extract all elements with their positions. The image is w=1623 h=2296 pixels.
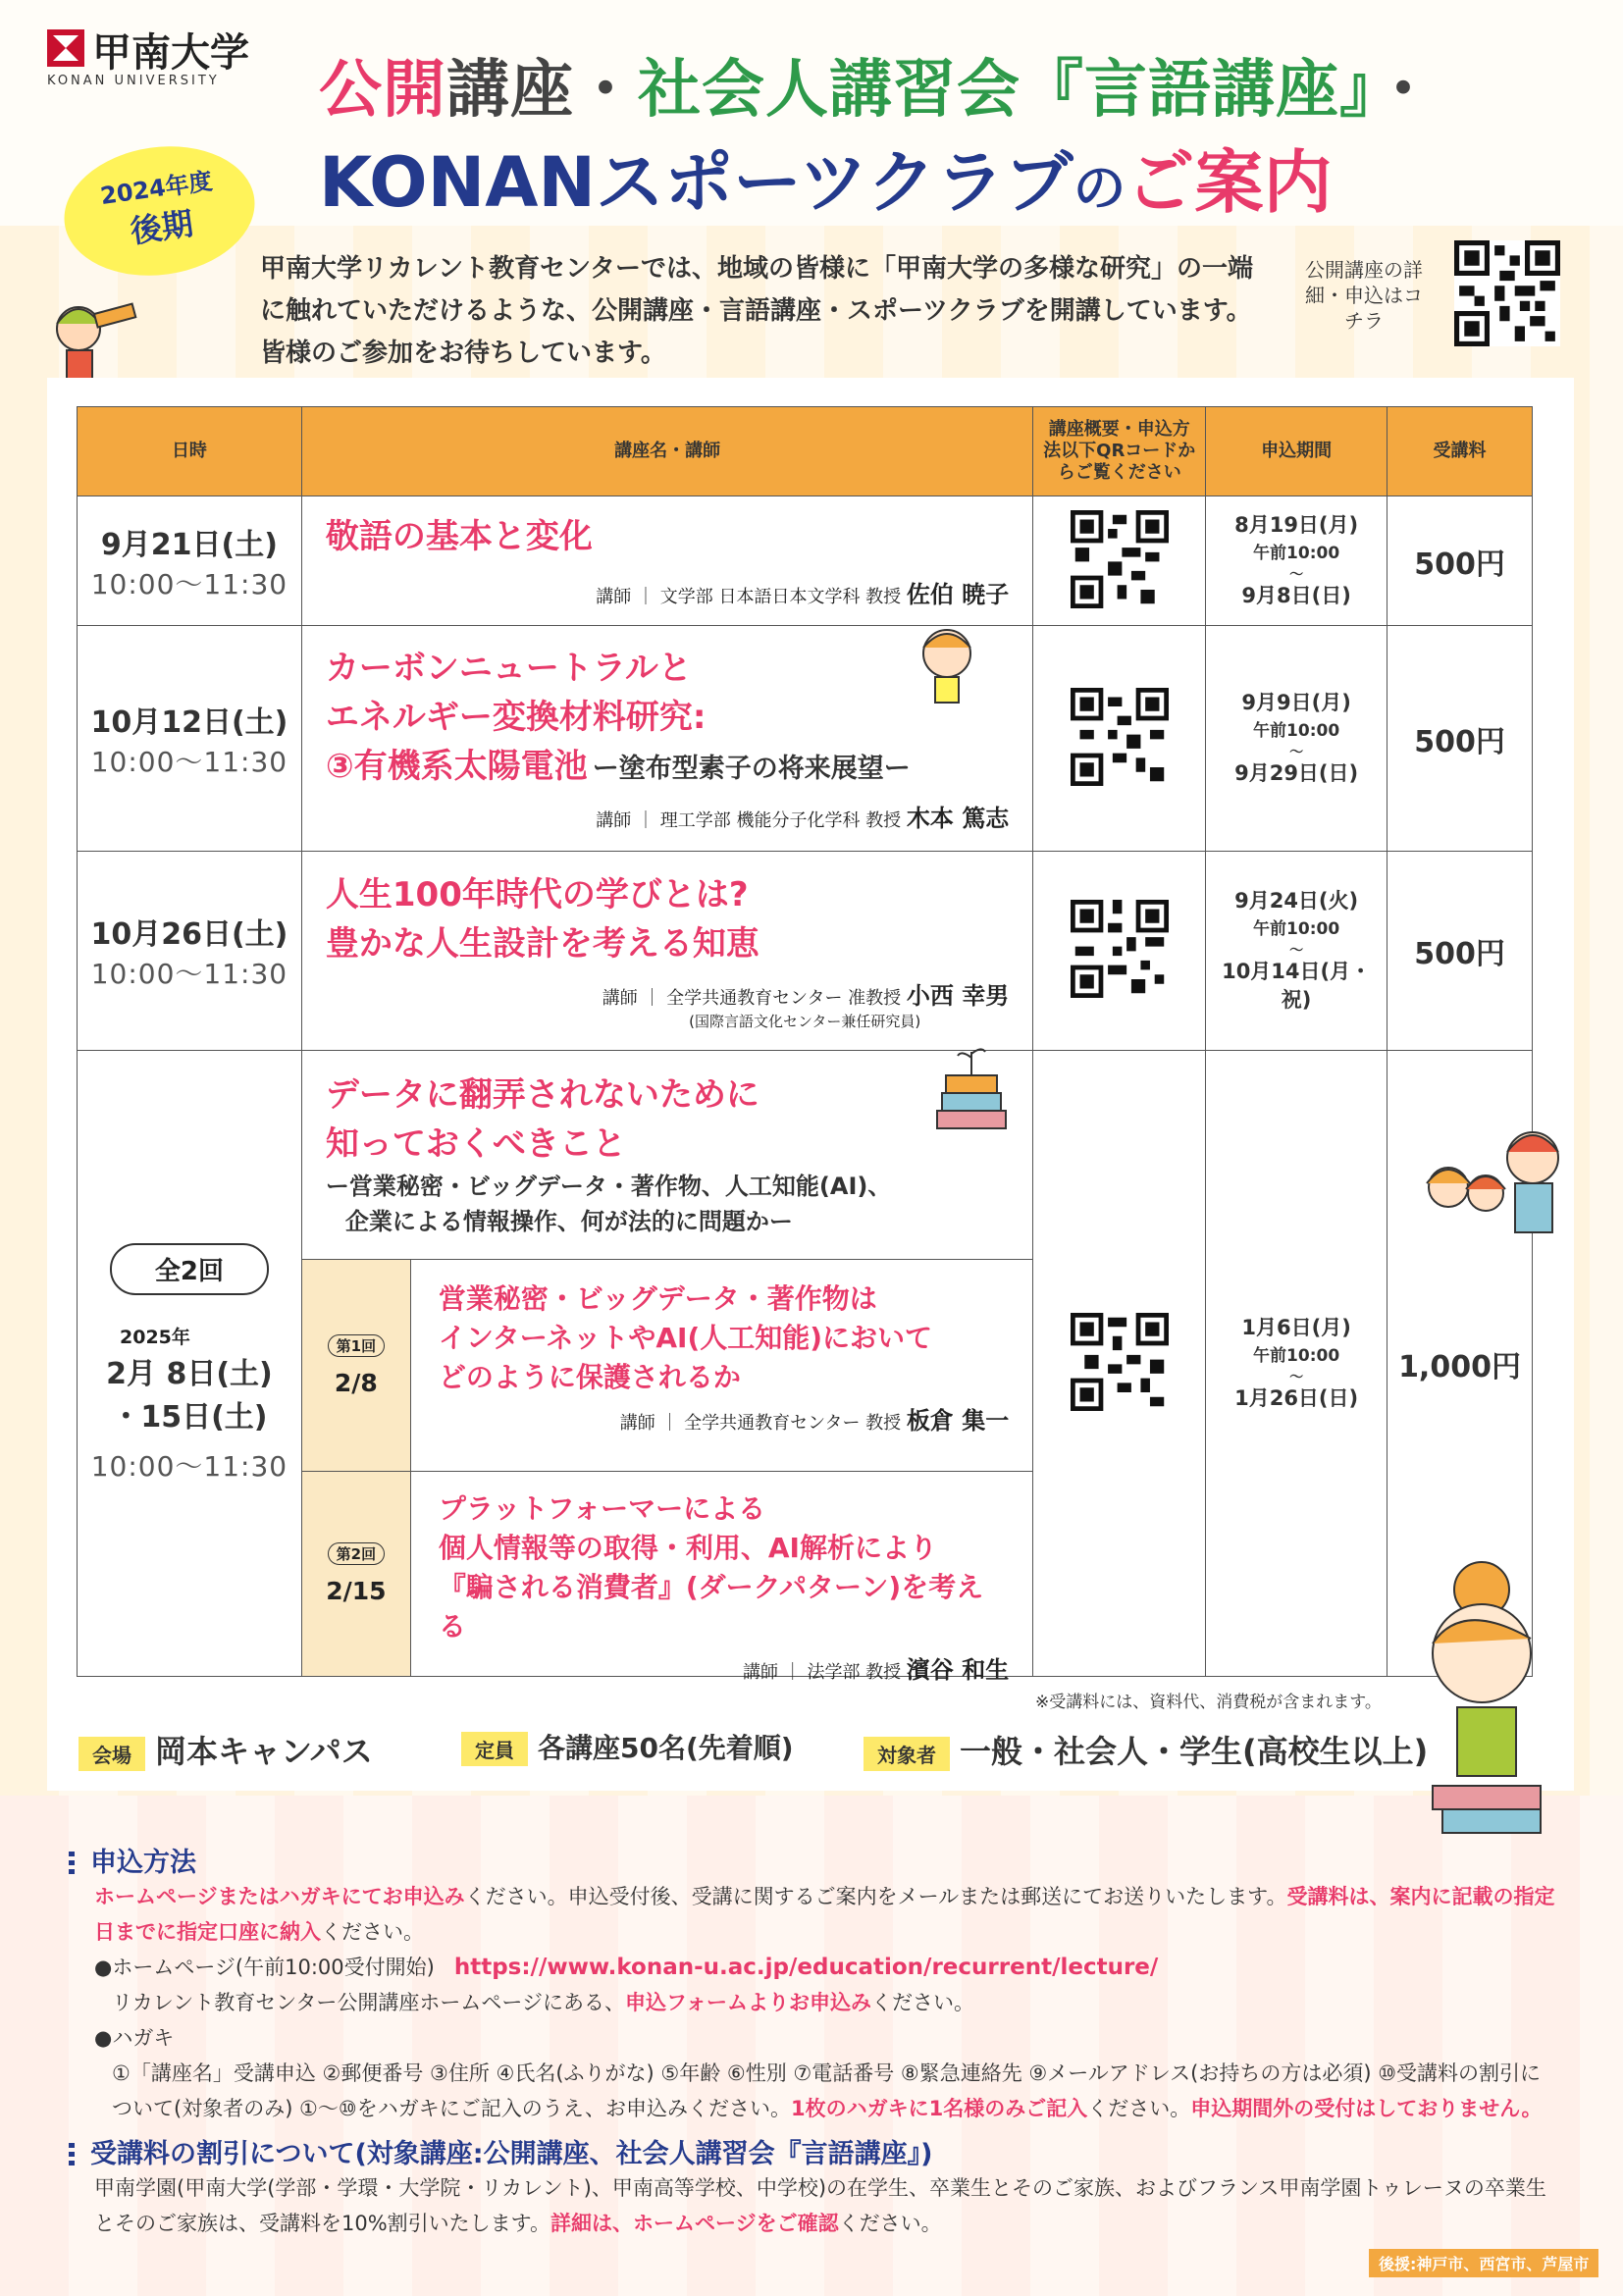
header-date: 日時 (78, 407, 302, 496)
lecturer-dept: 法学部 教授 (807, 1662, 902, 1683)
period-sep: 〜 (1289, 943, 1304, 959)
capacity (461, 1727, 794, 1766)
period-sep: 〜 (1289, 1370, 1304, 1385)
series-time: 10:00〜11:30 (90, 1449, 288, 1483)
row-fee: 500円 (1387, 496, 1533, 626)
girl-telescope-illustration-icon (29, 270, 147, 388)
lecturer-role: 講師 (596, 587, 632, 607)
hp-label: ●ホームページ(午前10:00受付開始) (94, 1956, 435, 1979)
course-title: 豊かな人生設計を考える知恵 (325, 924, 759, 964)
target-label: 対象者 (864, 1737, 950, 1771)
course-title: 知っておくべきこと (325, 1124, 626, 1164)
qr-code-icon[interactable] (1071, 510, 1169, 608)
row-qr (1033, 626, 1206, 852)
session-title: 『騙される消費者』(ダークパターン)を考える (438, 1571, 984, 1643)
course-title: 敬語の基本と変化 (325, 517, 593, 556)
lecturer: 講師 ｜ 全学共通教育センター 教授 板倉 集一 (619, 1407, 1010, 1435)
row-course (301, 496, 1032, 626)
title-segment: KONANスポーツクラブ (319, 142, 1073, 223)
period-start: 9月9日(月) (1241, 691, 1351, 714)
intro-text: 甲南大学リカレント教育センターでは、地域の皆様に「甲南大学の多様な研究」の一端に触れていただけるような、公開講座・言語講座・スポーツクラブを開講しています。皆様のご参加をお待ちしています。 (260, 254, 1254, 368)
period-start: 8月19日(月) (1234, 513, 1359, 537)
period-time: 午前10:00 (1253, 721, 1340, 741)
title-segment: 社会人講習会『言語講座』 (638, 54, 1372, 127)
logo-text: 甲南大学 (92, 30, 249, 76)
apply-text: ください。申込受付後、受講に関するご案内をメールまたは郵送にてお送りいたします。 (464, 1885, 1287, 1908)
qr-code-icon[interactable] (1071, 1313, 1169, 1411)
session-cell (301, 1472, 1032, 1684)
row-period (1206, 626, 1387, 852)
discount-text (69, 2170, 1560, 2241)
lecturer-name: 板倉 集一 (906, 1407, 1010, 1435)
row-period (1206, 496, 1387, 626)
apply-heading-text: 申込方法 (90, 1848, 196, 1878)
lecturer-role: 講師 (602, 988, 638, 1009)
course-title: 人生100年時代の学びとは? (325, 875, 749, 914)
hp-desc-emphasis: 申込フォームよりお申込み (625, 1991, 871, 2014)
page-title-line2 (319, 128, 1332, 227)
lecturer-dept: 全学共通教育センター 教授 (684, 1413, 902, 1434)
course-subtitle: 企業による情報操作、何が法的に問題かー (344, 1208, 793, 1235)
capacity-value: 各講座50名(先着順) (538, 1732, 794, 1764)
lecturer-dept: 全学共通教育センター 准教授 (666, 988, 902, 1009)
title-segment: ご案内 (1126, 142, 1333, 223)
postcard-emphasis: 1枚のハガキに1名様のみご記入 (790, 2097, 1088, 2120)
konan-logo-icon (47, 29, 84, 67)
apply-emphasis: ホームページまたはハガキにてお申込み (94, 1885, 465, 1908)
table-row (78, 852, 1533, 1051)
title-segment: の (1073, 157, 1126, 219)
apply-emphasis: 受講料は、案内に記載の指定日までに指定口座に納入 (94, 1885, 1555, 1944)
lecturer-dept: 文学部 日本語日本文学科 教授 (659, 587, 902, 607)
course-subtitle: ー営業秘密・ビッグデータ・著作物、人工知能(AI)、 (325, 1173, 892, 1200)
dots-icon (69, 1852, 75, 1877)
session-cell (301, 1260, 1032, 1472)
discount-emphasis: 詳細は、ホームページをご確認 (550, 2212, 839, 2235)
session-title: 個人情報等の取得・利用、AI解析により (438, 1532, 937, 1564)
series-date-line2: ・15日(土) (111, 1399, 268, 1435)
lecturer-name: 佐伯 暁子 (906, 581, 1010, 608)
hp-block (69, 1950, 1560, 1985)
time-text: 10:00〜11:30 (90, 745, 288, 778)
series-date-line1: 2月 8日(土) (106, 1356, 273, 1391)
lecturer-dept: 理工学部 機能分子化学科 教授 (659, 810, 902, 831)
dots-icon (69, 2143, 75, 2168)
session-body (411, 1260, 1032, 1471)
sponsor-badge: 後援:神戸市、西宮市、芦屋市 (1369, 2249, 1598, 2277)
period-time: 午前10:00 (1253, 919, 1340, 939)
course-title: エネルギー変換材料研究: (325, 698, 707, 737)
course-title: カーボンニュートラルと (325, 649, 692, 688)
date-text: 10月12日(土) (90, 704, 288, 740)
period-sep: 〜 (1289, 745, 1304, 760)
table-row (78, 1051, 1533, 1260)
discount-end: ください。 (838, 2212, 942, 2235)
postcard-mid: ください。 (1087, 2097, 1191, 2120)
course-title: ③有機系太陽電池 (325, 747, 588, 786)
date-text: 10月26日(土) (90, 917, 288, 952)
postcard-text (69, 2056, 1560, 2126)
lecturer: 講師 ｜ 理工学部 機能分子化学科 教授 木本 篤志 (596, 805, 1010, 832)
series-date (78, 1051, 302, 1677)
target (864, 1727, 1428, 1772)
row-qr (1033, 496, 1206, 626)
row-qr (1033, 852, 1206, 1051)
lecturer-role: 講師 (619, 1413, 655, 1434)
postcard-emphasis: 申込期間外の受付はしておりません。 (1190, 2097, 1543, 2120)
period-sep: 〜 (1289, 567, 1304, 583)
period-start: 1月6日(月) (1241, 1316, 1351, 1339)
session-title: インターネットやAI(人工知能)において (438, 1322, 933, 1354)
venue-value: 岡本キャンパス (155, 1733, 373, 1770)
lecturer: 講師 ｜ 文学部 日本語日本文学科 教授 佐伯 暁子 (596, 581, 1010, 608)
apply-heading (69, 1841, 1560, 1879)
qr-code-icon[interactable] (1071, 688, 1169, 786)
header-period: 申込期間 (1206, 407, 1387, 496)
series-period (1206, 1051, 1387, 1677)
header-title: 講座名・講師 (301, 407, 1032, 496)
period-end: 10月14日(月・祝) (1222, 960, 1372, 1012)
row-course (301, 852, 1032, 1051)
apply-section (69, 1841, 1560, 2241)
period-end: 1月26日(日) (1234, 1386, 1359, 1410)
qr-code-icon[interactable] (1454, 240, 1560, 346)
date-text: 9月21日(土) (100, 527, 278, 562)
people-illustration-icon (1413, 1099, 1580, 1246)
course-title-line3 (326, 742, 1009, 791)
table-row (78, 626, 1533, 852)
venue-label: 会場 (79, 1737, 145, 1771)
target-value: 一般・社会人・学生(高校生以上) (960, 1733, 1429, 1770)
table-row (78, 496, 1533, 626)
title-segment: 講座・ (446, 54, 638, 127)
session-title: プラットフォーマーによる (438, 1492, 766, 1525)
postcard-items: ①「講座名」受講申込 ②郵便番号 ③住所 ④氏名(ふりがな) ⑤年齢 ⑥性別 ⑦電話番号 ⑧緊急連絡先 ⑨メールアドレス(お持ちの方は必須) ⑩受講料の割引について(対象者のみ) ①〜⑩をハガキにご記入のうえ、お申込みください。 (112, 2061, 1542, 2120)
period-time: 午前10:00 (1253, 544, 1340, 563)
row-date (78, 852, 302, 1051)
series-qr (1033, 1051, 1206, 1677)
venue (79, 1727, 373, 1772)
row-date (78, 626, 302, 852)
qr-note: 公開講座の詳細・申込はコチラ (1305, 258, 1423, 333)
apply-text: ください。 (321, 1920, 424, 1944)
hp-desc (69, 1985, 1560, 2020)
lecturer: 講師 ｜ 全学共通教育センター 准教授 小西 幸男 (国際言語文化センター兼任研究員) (326, 976, 1009, 1031)
lecturer-name: 小西 幸男 (906, 982, 1010, 1010)
session-title: 営業秘密・ビッグデータ・著作物は (438, 1282, 877, 1315)
session-tag: 第1回 (328, 1334, 385, 1357)
discount-heading-text: 受講料の割引について(対象講座:公開講座、社会人講習会『言語講座』) (90, 2139, 933, 2169)
session-date: 2/15 (326, 1577, 387, 1605)
session-tag: 第2回 (328, 1542, 385, 1565)
time-text: 10:00〜11:30 (90, 958, 288, 990)
session-date: 2/8 (334, 1368, 378, 1397)
lecturer-note: (国際言語文化センター兼任研究員) (689, 1013, 921, 1030)
lecturer-name: 濱谷 和生 (906, 1656, 1010, 1684)
row-fee: 500円 (1387, 626, 1533, 852)
fee-note: ※受講料には、資料代、消費税が含まれます。 (1035, 1693, 1382, 1712)
lecturer-name: 木本 篤志 (906, 805, 1010, 832)
header-qr (1033, 407, 1206, 496)
capacity-label: 定員 (461, 1732, 528, 1766)
hp-desc-text: リカレント教育センター公開講座ホームページにある、 (112, 1991, 626, 2014)
lecturer: 講師 ｜ 法学部 教授 濱谷 和生 (743, 1656, 1010, 1684)
title-segment: ・ (1372, 54, 1436, 127)
period-start: 9月24日(火) (1234, 889, 1359, 913)
discount-body: 甲南学園(甲南大学(学部・学環・大学院・リカレント)、甲南高等学校、中学校)の在学生、卒業生とそのご家族、およびフランス甲南学園トゥレーヌの卒業生とそのご家族は、受講料を10%割引いたします。 (94, 2176, 1546, 2235)
header-qr-label: 講座概要・申込方法以下QRコードからご覧ください (1043, 419, 1196, 483)
qr-code-icon[interactable] (1071, 900, 1169, 998)
title-segment: 公開 (319, 54, 446, 127)
lecturer-role: 講師 (743, 1662, 778, 1683)
course-title: データに翻弄されないために (325, 1075, 759, 1115)
series-course (301, 1051, 1032, 1260)
lecturer-role: 講師 (596, 810, 632, 831)
course-subtitle: ー塗布型素子の将来展望ー (592, 754, 911, 784)
row-fee: 500円 (1387, 852, 1533, 1051)
hp-url-link[interactable]: https://www.konan-u.ac.jp/education/recurrent/lecture/ (453, 1955, 1159, 1980)
header-fee: 受講料 (1387, 407, 1533, 496)
boy-illustration-icon (903, 616, 991, 704)
hp-desc-text: ください。 (870, 1991, 974, 2014)
series-count: 全2回 (110, 1243, 269, 1295)
time-text: 10:00〜11:30 (90, 567, 288, 600)
discount-heading (69, 2132, 1560, 2170)
series-year: 2025年 (120, 1326, 190, 1348)
logo-subtext: KONAN UNIVERSITY (47, 74, 220, 88)
books-illustration-icon (932, 1042, 1011, 1135)
row-period (1206, 852, 1387, 1051)
page-title-line1 (319, 39, 1436, 130)
period-end: 9月29日(日) (1234, 761, 1359, 785)
session-label (302, 1260, 411, 1471)
girl-reading-illustration-icon (1403, 1560, 1590, 1864)
schedule-table (77, 406, 1533, 1684)
apply-paragraph (69, 1879, 1560, 1950)
session-title: どのように保護されるか (438, 1361, 741, 1393)
series-fee: 1,000円 (1387, 1051, 1533, 1677)
period-time: 午前10:00 (1253, 1346, 1340, 1366)
postcard-label: ●ハガキ (94, 2026, 175, 2050)
session-body (411, 1472, 1032, 1684)
badge-term: 後期 (128, 204, 196, 251)
session-label (302, 1472, 411, 1676)
row-date (78, 496, 302, 626)
badge-year: 2024年度 (98, 167, 215, 211)
period-end: 9月8日(日) (1241, 584, 1351, 607)
